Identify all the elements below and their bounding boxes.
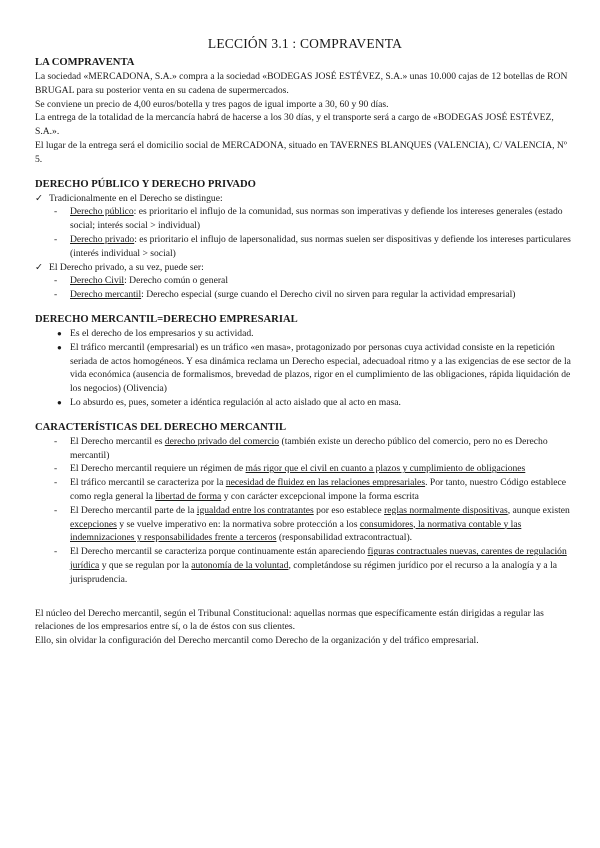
term: Derecho público bbox=[70, 206, 134, 218]
dash-icon: - bbox=[54, 275, 58, 287]
paragraph: La sociedad «MERCADONA, S.A.» compra a la sociedad «BODEGAS JOSÉ ESTÉVEZ, S.A.» unas 10.000 cajas de 12 botellas de RON BRUGAL para su posterior venta en su cadena de supermercados. bbox=[35, 71, 568, 96]
check-icon: ✓ bbox=[35, 192, 44, 204]
dash-icon: - bbox=[54, 289, 58, 301]
term: Derecho mercantil bbox=[70, 289, 142, 301]
list-item: - El Derecho mercantil requiere un régimen de más rigor que el civil en cuanto a plazos y cumplimiento de obligaciones bbox=[54, 463, 526, 475]
dash-icon: - bbox=[54, 546, 58, 558]
list-item: - El Derecho mercantil es derecho privado del comercio (también existe un derecho público del comercio, pero no es Derecho mercantil) bbox=[54, 435, 548, 461]
dash-icon: - bbox=[54, 233, 58, 245]
list-item: ✓ El Derecho privado, a su vez, puede ser: bbox=[35, 261, 204, 273]
paragraph: Ello, sin olvidar la configuración del Derecho mercantil como Derecho de la organización y del tráfico empresarial. bbox=[35, 635, 479, 647]
check-icon: ✓ bbox=[35, 261, 44, 273]
list-item: ● Lo absurdo es, pues, someter a idéntica regulación al acto aislado que al acto en masa. bbox=[57, 396, 401, 408]
term: Derecho Civil bbox=[70, 275, 125, 287]
page-title: LECCIÓN 3.1 : COMPRAVENTA bbox=[207, 36, 403, 51]
bullet-list bbox=[35, 327, 575, 410]
list-item: - El tráfico mercantil se caracteriza por la necesidad de fluidez en las relaciones empresariales. Por tanto, nuestro Código establece como regla general la libertad de forma y con carácter excepcional impone la forma escrita bbox=[54, 477, 567, 502]
dash-icon: - bbox=[54, 477, 58, 489]
check-list bbox=[35, 192, 575, 206]
dash-icon: - bbox=[54, 504, 58, 516]
bullet-icon: ● bbox=[57, 328, 62, 338]
dash-list bbox=[35, 435, 575, 587]
bullet-icon: ● bbox=[57, 397, 62, 407]
dash-icon: - bbox=[54, 435, 58, 447]
bullet-icon: ● bbox=[57, 342, 62, 352]
paragraph: El lugar de la entrega será el domicilio social de MERCADONA, situado en TAVERNES BLANQUES (VALENCIA), C/ VALENCIA, Nº 5. bbox=[35, 139, 567, 165]
term: Derecho privado bbox=[70, 233, 135, 245]
dash-list bbox=[35, 205, 575, 260]
list-item: - Derecho Civil: Derecho común o general bbox=[54, 275, 228, 287]
check-list bbox=[35, 261, 575, 275]
dash-icon: - bbox=[54, 206, 58, 218]
document-page bbox=[35, 36, 575, 648]
dash-list bbox=[35, 274, 575, 302]
list-item: - El Derecho mercantil se caracteriza porque continuamente están apareciendo figuras contractuales nuevas, carentes de regulación jurídica y que se regulan por la autonomía de la voluntad, completándose su régimen jurídico por el recurso a la analogía y a la jurisprudencia. bbox=[54, 546, 567, 585]
list-item: - Derecho privado: es prioritario el influjo de lapersonalidad, sus normas suelen ser dispositivas y defiende los intereses particulares (interés individual > social) bbox=[54, 233, 571, 259]
heading-derecho-mercantil: DERECHO MERCANTIL=DERECHO EMPRESARIAL bbox=[35, 313, 298, 325]
list-item: ✓ Tradicionalmente en el Derecho se distingue: bbox=[35, 192, 223, 204]
heading-compraventa: LA COMPRAVENTA bbox=[35, 57, 135, 68]
list-item: - El Derecho mercantil parte de la igualdad entre los contratantes por eso establece reglas normalmente dispositivas, aunque existen excepciones y se vuelve imperativo en: la normativa sobre protección a los consumidores, la normativa contable y las indemnizaciones y responsabilidades frente a terceros (responsabilidad extracontractual). bbox=[54, 504, 570, 544]
heading-caracteristicas: CARACTERÍSTICAS DEL DERECHO MERCANTIL bbox=[35, 421, 287, 433]
paragraph: Se conviene un precio de 4,00 euros/botella y tres pagos de igual importe a 30, 60 y 90 días. bbox=[35, 98, 389, 110]
dash-icon: - bbox=[54, 463, 58, 475]
list-item: ● Es el derecho de los empresarios y su actividad. bbox=[57, 327, 254, 339]
heading-publico-privado: DERECHO PÚBLICO Y DERECHO PRIVADO bbox=[35, 178, 256, 190]
list-item: - Derecho mercantil: Derecho especial (surge cuando el Derecho civil no sirven para regular la actividad empresarial) bbox=[54, 289, 516, 301]
paragraph: El núcleo del Derecho mercantil, según el Tribunal Constitucional: aquellas normas que específicamente están dirigidas a regular las relaciones de los empresarios entre sí, o la de éstos con sus clientes. bbox=[35, 607, 544, 633]
list-item: ● El tráfico mercantil (empresarial) es un tráfico «en masa», protagonizado por personas cuya actividad consiste en la repetición seriada de actos homogéneos. Y esa dinámica reclama un Derecho especial, adecuadoal ritmo y a las exigencias de ese sector de la vida económica (ausencia de formalismos, brevedad de plazos, rigor en el cumplimiento de las obligaciones, rápida liquidación de los negocios) (Olivencia) bbox=[57, 341, 571, 395]
list-item: - Derecho público: es prioritario el influjo de la comunidad, sus normas son imperativas y defiende los intereses generales (estado social; interés social > individual) bbox=[54, 206, 563, 232]
paragraph: La entrega de la totalidad de la mercancía habrá de hacerse a los 30 días, y el transporte será a cargo de «BODEGAS JOSÉ ESTÉVEZ, S.A.». bbox=[35, 112, 554, 138]
